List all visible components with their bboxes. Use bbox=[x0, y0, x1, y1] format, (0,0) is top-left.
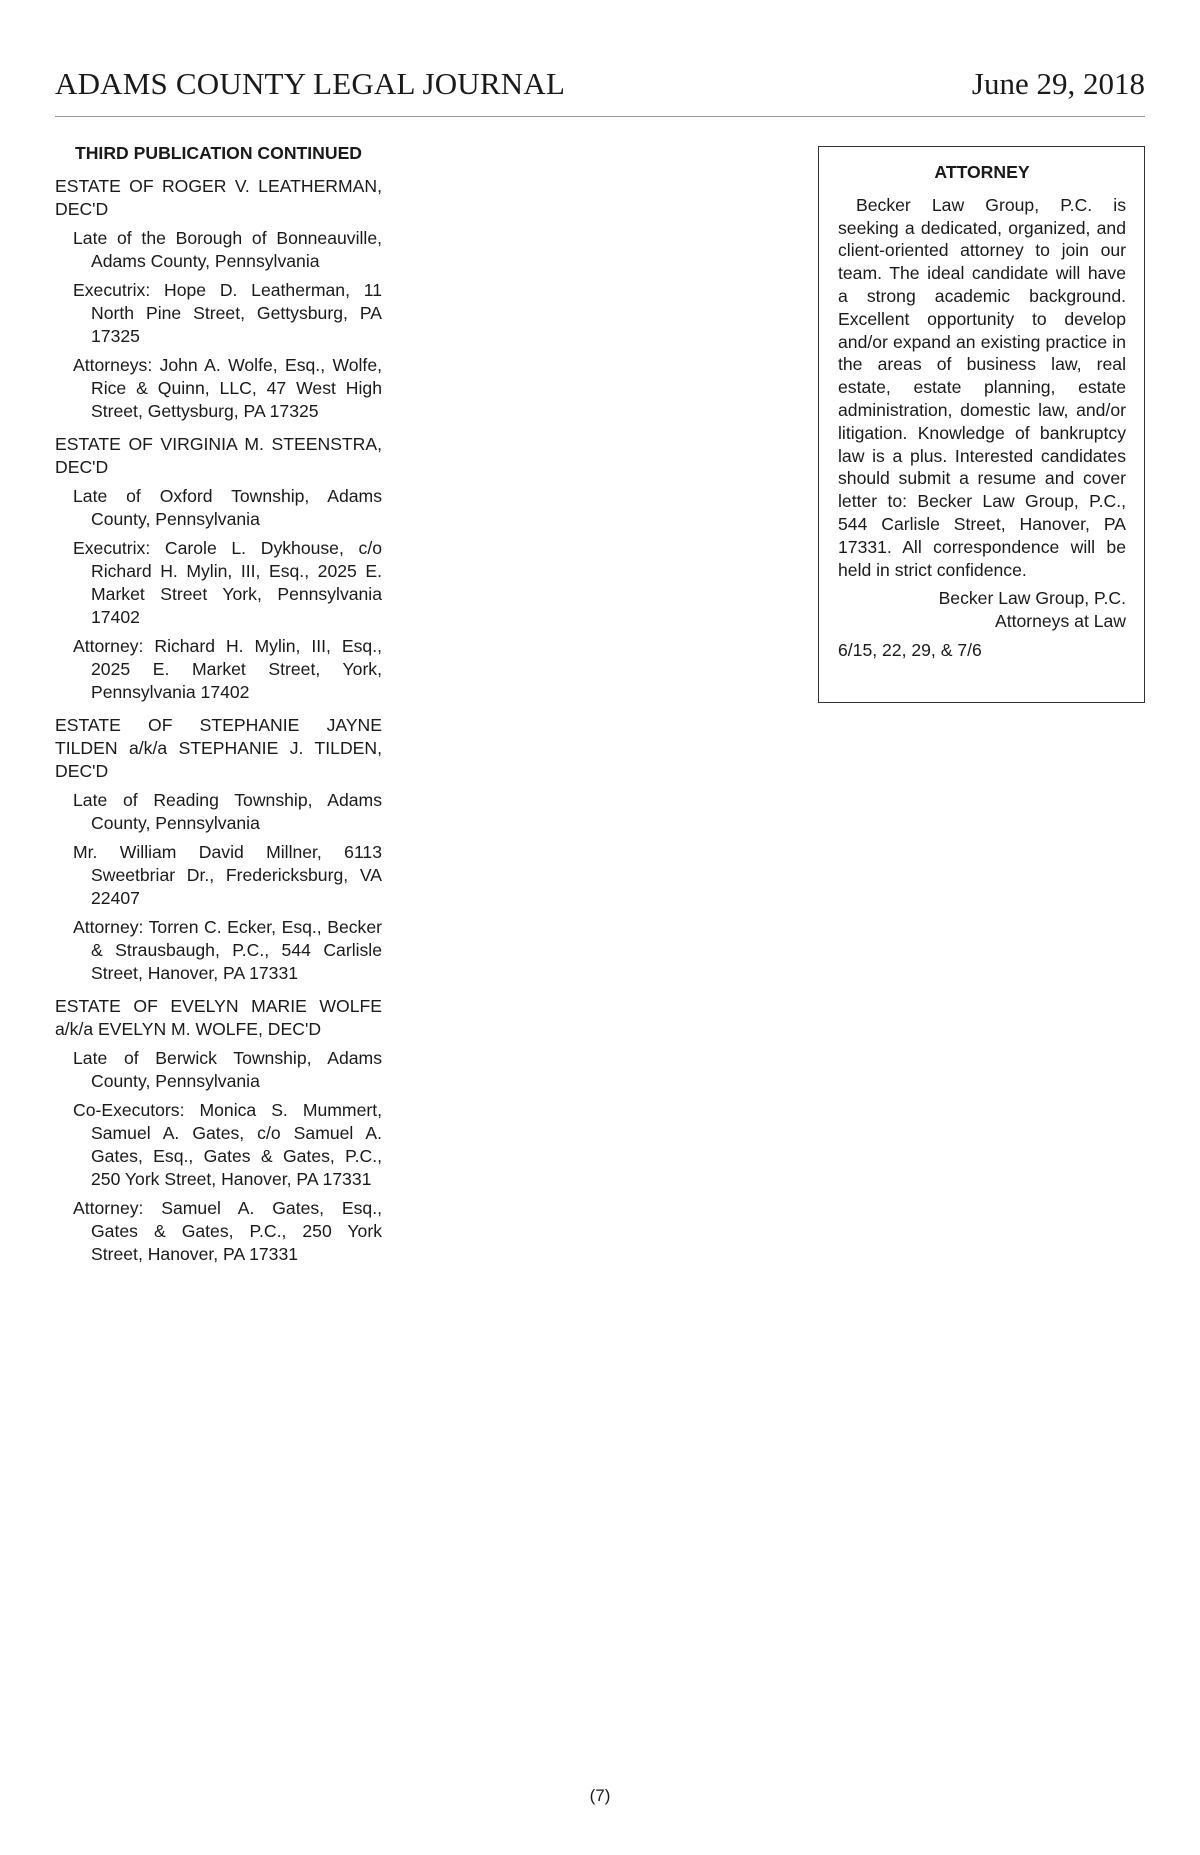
estate-attorney: Attorneys: John A. Wolfe, Esq., Wolfe, Rice & Quinn, LLC, 47 West High Street, Gettysburg, PA 17325 bbox=[73, 355, 382, 421]
page-number: (7) bbox=[589, 1786, 611, 1805]
estate-attorney: Attorney: Torren C. Ecker, Esq., Becker & Strausbaugh, P.C., 544 Carlisle Street, Hanover, PA 17331 bbox=[73, 917, 382, 983]
ad-body: Becker Law Group, P.C. is seeking a dedicated, organized, and client-oriented attorney to join our team. The ideal candidate will have a strong academic background. Excellent opportunity to develop and/or expand an existing practice in the areas of business law, real estate, estate planning, estate administration, domestic law, and/or litigation. Knowledge of bankruptcy law is a plus. Interested candidates should submit a resume and cover letter to: Becker Law Group, P.C., 544 Carlisle Street, Hanover, PA 17331. All correspondence will be held in strict confidence. bbox=[838, 194, 1126, 580]
estate-residence: Late of Oxford Township, Adams County, Pennsylvania bbox=[73, 486, 382, 529]
estate-title: ESTATE OF STEPHANIE JAYNE TILDEN a/k/a STEPHANIE J. TILDEN, DEC'D bbox=[55, 715, 382, 781]
estate-title: ESTATE OF ROGER V. LEATHERMAN, DEC'D bbox=[55, 176, 382, 219]
estate-residence: Late of the Borough of Bonneauville, Adams County, Pennsylvania bbox=[73, 228, 382, 271]
estate-attorney: Attorney: Richard H. Mylin, III, Esq., 2025 E. Market Street, York, Pennsylvania 17402 bbox=[73, 636, 382, 702]
estate-notice bbox=[55, 175, 382, 423]
page-header bbox=[55, 64, 1145, 117]
estate-title: ESTATE OF VIRGINIA M. STEENSTRA, DEC'D bbox=[55, 434, 382, 477]
estate-title: ESTATE OF EVELYN MARIE WOLFE a/k/a EVELYN M. WOLFE, DEC'D bbox=[55, 996, 382, 1039]
ad-title: ATTORNEY bbox=[934, 162, 1030, 182]
estate-attorney: Attorney: Samuel A. Gates, Esq., Gates & Gates, P.C., 250 York Street, Hanover, PA 17331 bbox=[73, 1198, 382, 1264]
estate-notice bbox=[55, 714, 382, 985]
attorney-job-ad bbox=[818, 146, 1145, 703]
journal-title: ADAMS COUNTY LEGAL JOURNAL bbox=[55, 66, 566, 101]
estate-executor: Mr. William David Millner, 6113 Sweetbriar Dr., Fredericksburg, VA 22407 bbox=[73, 842, 382, 908]
estate-executor: Executrix: Carole L. Dykhouse, c/o Richard H. Mylin, III, Esq., 2025 E. Market Street York, Pennsylvania 17402 bbox=[73, 538, 382, 627]
ad-signature bbox=[838, 587, 1126, 633]
section-heading: THIRD PUBLICATION CONTINUED bbox=[74, 143, 363, 163]
estate-notices-column bbox=[55, 142, 382, 1276]
estate-residence: Late of Reading Township, Adams County, Pennsylvania bbox=[73, 790, 382, 833]
estate-residence: Late of Berwick Township, Adams County, Pennsylvania bbox=[73, 1048, 382, 1091]
ad-publication-dates: 6/15, 22, 29, & 7/6 bbox=[838, 639, 982, 660]
ad-signature-firm: Becker Law Group, P.C. bbox=[938, 588, 1126, 609]
estate-executor: Co-Executors: Monica S. Mummert, Samuel A. Gates, c/o Samuel A. Gates, Esq., Gates & Gates, P.C., 250 York Street, Hanover, PA 17331 bbox=[73, 1100, 382, 1189]
estate-executor: Executrix: Hope D. Leatherman, 11 North Pine Street, Gettysburg, PA 17325 bbox=[73, 280, 382, 346]
estate-notice bbox=[55, 433, 382, 704]
estate-notice bbox=[55, 995, 382, 1266]
ad-signature-title: Attorneys at Law bbox=[994, 611, 1126, 632]
issue-date: June 29, 2018 bbox=[971, 66, 1145, 101]
